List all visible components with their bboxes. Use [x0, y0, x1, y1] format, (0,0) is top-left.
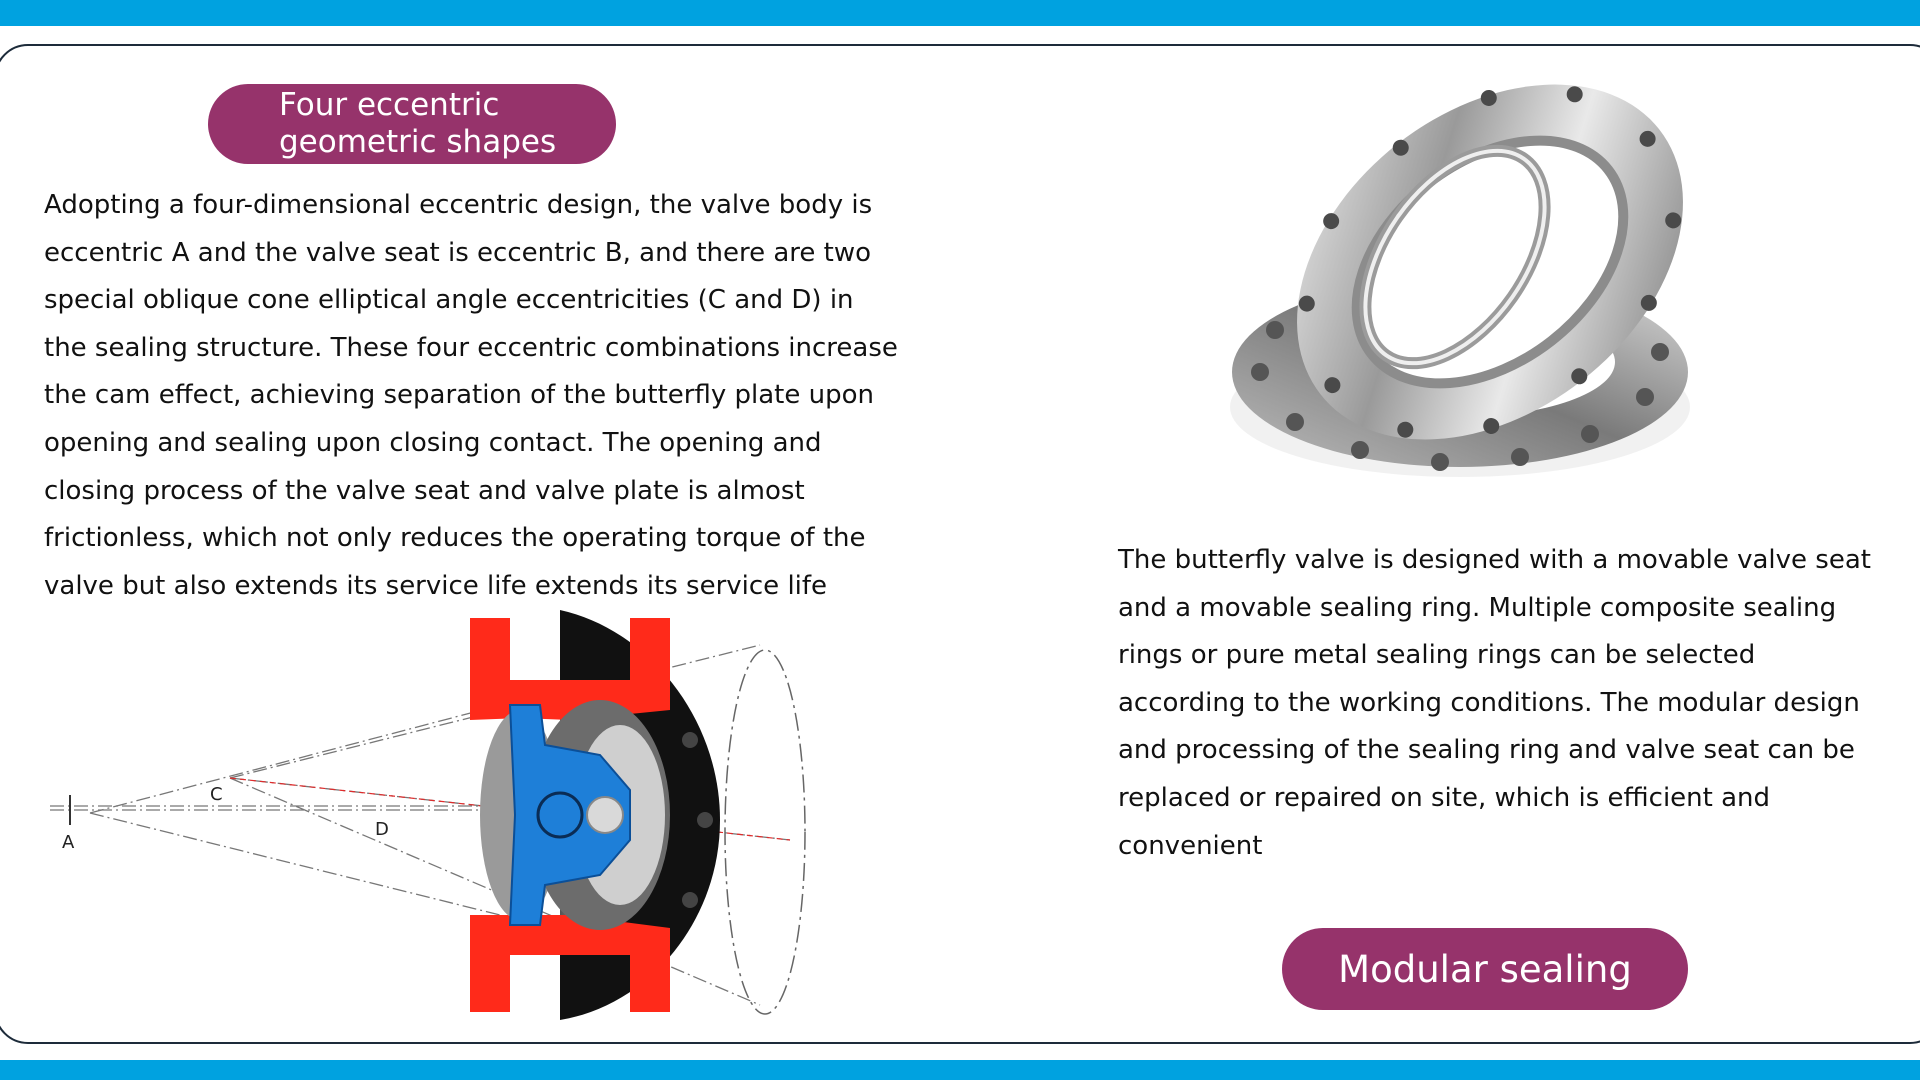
metal-sealing-rings-image	[1220, 72, 1700, 492]
label-d: D	[375, 819, 389, 840]
top-accent-bar	[0, 0, 1920, 26]
four-eccentric-title: Four eccentric geometric shapes	[279, 87, 557, 160]
modular-sealing-description: The butterfly valve is designed with a movable valve seat and a movable sealing ring. Multiple composite sealing rings or pure metal sealing rings can be selected according to the working conditions. The modular design and processing of the sealing ring and valve seat can be replaced or repaired on site, which is efficient and convenient	[1118, 545, 1871, 861]
four-eccentric-description: Adopting a four-dimensional eccentric design, the valve body is eccentric A and the valve seat is eccentric B, and there are two special oblique cone elliptical angle eccentricities (C and D) in the sealing structure. These four eccentric combinations increase the cam effect, achieving separation of the butterfly plate upon opening and sealing upon closing contact. The opening and closing process of the valve seat and valve plate is almost frictionless, which not only reduces the operating torque of the valve but also extends its service life extends its service life	[44, 190, 898, 601]
label-c: C	[210, 784, 223, 805]
valve-eccentricity-diagram	[40, 610, 810, 1020]
modular-sealing-title: Modular sealing	[1338, 947, 1632, 991]
modular-sealing-title-pill	[1282, 928, 1688, 1010]
four-eccentric-title-pill	[208, 84, 616, 164]
bottom-accent-bar	[0, 1060, 1920, 1080]
label-a: A	[62, 832, 75, 853]
